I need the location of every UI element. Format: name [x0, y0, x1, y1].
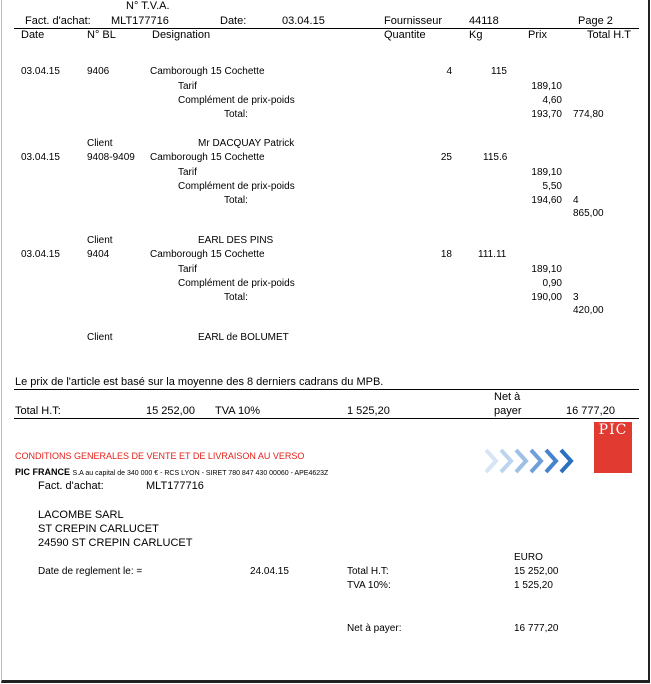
total-label: Total: [224, 195, 248, 206]
tarif-label: Tarif [178, 81, 197, 92]
line-bl: 9408-9409 [87, 152, 135, 163]
recipient-line-1: LACOMBE SARL [38, 509, 124, 521]
page-number: Page 2 [578, 15, 613, 27]
recipient-line-3: 24590 ST CREPIN CARLUCET [38, 537, 193, 549]
line-designation: Camborough 15 Cochette [150, 66, 265, 77]
company-name: PIC FRANCE [15, 467, 71, 477]
col-designation: Designation [152, 29, 211, 41]
client-label: Client [87, 235, 113, 246]
total-value: 193,70 [531, 109, 562, 120]
reglement-date: 24.04.15 [250, 566, 289, 577]
tarif-value: 189,10 [531, 167, 562, 178]
col-prix: Prix [528, 29, 547, 41]
totals-bottom-divider [14, 418, 639, 419]
tarif-label: Tarif [178, 264, 197, 275]
price-note: Le prix de l'article est basé sur la moyenne des 8 derniers cadrans du MPB. [15, 376, 384, 388]
net-label-2: payer [494, 405, 522, 417]
tarif-value: 189,10 [531, 264, 562, 275]
col-kg: Kg [469, 29, 483, 41]
client-label: Client [87, 332, 113, 343]
total-label: Total: [224, 109, 248, 120]
total-ht-label: Total H.T: [15, 405, 61, 417]
line-kg: 115 [491, 66, 507, 77]
slip-total-ht-value: 15 252,00 [514, 566, 559, 577]
line-quantite: 4 [446, 66, 452, 77]
slip-tva-label: TVA 10%: [347, 580, 391, 591]
complement-label: Complément de prix-poids [178, 278, 295, 289]
line-total-ht-part2: 865,00 [573, 208, 604, 219]
complement-value: 5,50 [542, 181, 562, 192]
complement-label: Complément de prix-poids [178, 95, 295, 106]
line-total-ht-part1: 3 [573, 292, 579, 303]
line-designation: Camborough 15 Cochette [150, 249, 265, 260]
fact-label: Fact. d'achat: [25, 15, 91, 27]
arrows-decoration [484, 447, 580, 475]
client-name: EARL DES PINS [198, 235, 274, 246]
company-logo: PIC [594, 422, 632, 473]
tva-value: 1 525,20 [347, 405, 390, 417]
total-label: Total: [224, 292, 248, 303]
line-quantite: 18 [440, 249, 452, 260]
total-value: 194,60 [531, 195, 562, 206]
net-value: 16 777,20 [566, 405, 615, 417]
slip-total-ht-label: Total H.T: [347, 566, 389, 577]
client-name: EARL de BOLUMET [198, 332, 289, 343]
complement-value: 4,60 [542, 95, 562, 106]
line-total-ht-part2: 420,00 [573, 305, 604, 316]
slip-tva-value: 1 525,20 [514, 580, 553, 591]
currency-label: EURO [514, 552, 543, 563]
line-bl: 9404 [87, 249, 110, 260]
col-date: Date [21, 29, 45, 41]
col-quantite: Quantite [384, 29, 426, 41]
net-label-1: Net à [494, 391, 521, 403]
slip-fact-label: Fact. d'achat: [38, 480, 104, 492]
fact-value: MLT177716 [111, 15, 169, 27]
complement-value: 0,90 [542, 278, 562, 289]
col-bl: N° BL [87, 29, 116, 41]
fournisseur-value: 44118 [469, 15, 499, 27]
tarif-label: Tarif [178, 167, 197, 178]
line-kg: 115.6 [483, 152, 508, 163]
total-value: 190,00 [531, 292, 562, 303]
slip-fact-value: MLT177716 [146, 480, 204, 492]
line-kg: 111.11 [478, 249, 507, 260]
tva-label: N° T.V.A. [126, 0, 170, 12]
recipient-line-2: ST CREPIN CARLUCET [38, 523, 159, 535]
complement-label: Complément de prix-poids [178, 181, 295, 192]
line-designation: Camborough 15 Cochette [150, 152, 265, 163]
client-name: Mr DACQUAY Patrick [198, 138, 295, 149]
company-details: S.A au capital de 340 000 € - RCS LYON - SIRET 780 847 430 00060 - APE4623Z [72, 470, 329, 477]
line-total-ht-part1: 4 [573, 195, 579, 206]
col-total-ht: Total H.T [587, 29, 632, 41]
slip-net-value: 16 777,20 [514, 623, 559, 634]
client-label: Client [87, 138, 113, 149]
conditions-text: CONDITIONS GENERALES DE VENTE ET DE LIVRAISON AU VERSO [15, 451, 305, 461]
reglement-label: Date de reglement le: = [38, 566, 143, 577]
line-quantite: 25 [440, 152, 452, 163]
line-date: 03.04.15 [21, 249, 60, 260]
line-total-ht: 774,80 [573, 109, 604, 120]
date-label: Date: [220, 15, 247, 27]
line-bl: 9406 [87, 66, 110, 77]
line-date: 03.04.15 [21, 66, 60, 77]
tarif-value: 189,10 [531, 81, 562, 92]
line-date: 03.04.15 [21, 152, 60, 163]
tva-label: TVA 10% [215, 405, 261, 417]
date-value: 03.04.15 [282, 15, 325, 27]
slip-net-label: Net à payer: [347, 623, 402, 634]
totals-divider [14, 389, 639, 390]
total-ht-value: 15 252,00 [146, 405, 195, 417]
fournisseur-label: Fournisseur [384, 15, 443, 27]
